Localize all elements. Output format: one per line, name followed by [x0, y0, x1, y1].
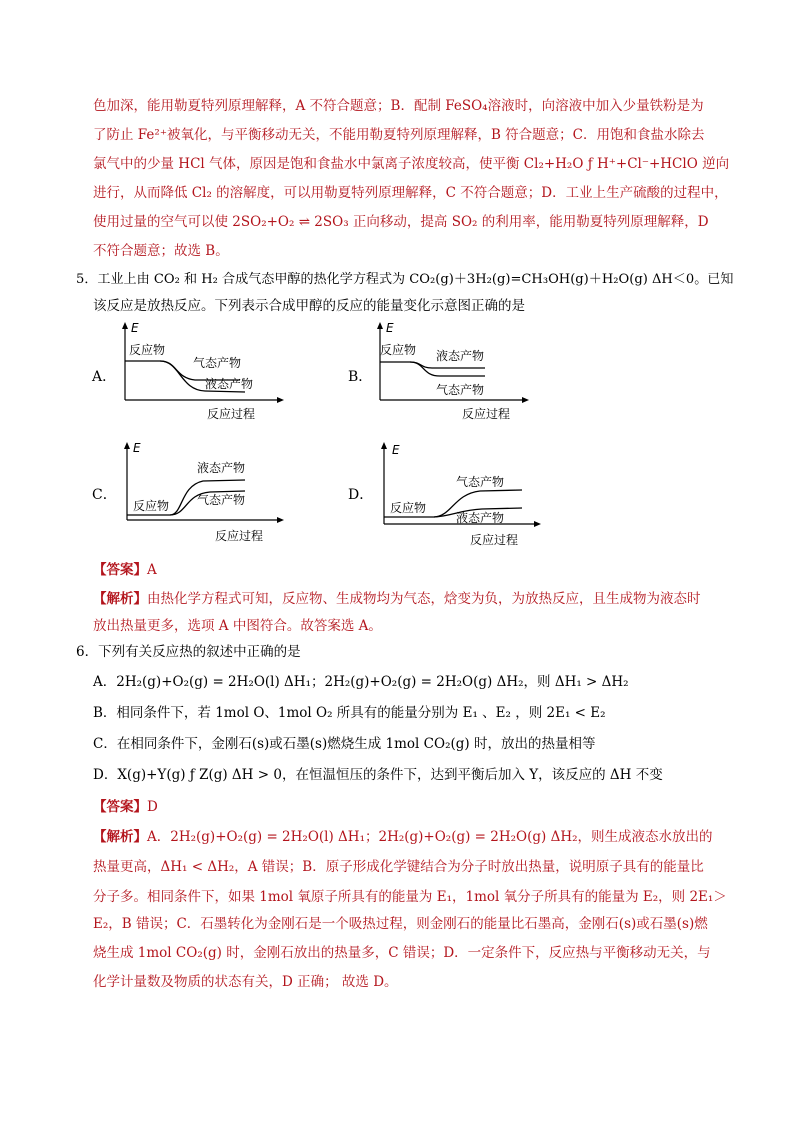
- q5-option-b-label: B．: [348, 369, 373, 385]
- q6-analysis-line: 热量更高，ΔH₁ < ΔH₂，A 错误；B．原子形成化学键结合为分子时放出热量，说明原子具有的能量比: [93, 859, 704, 875]
- lower-product-label: 液态产物: [205, 377, 254, 391]
- q5-analysis: [93, 589, 701, 609]
- x-axis-label: 反应过程: [470, 533, 519, 547]
- q5-option-b-diagram: [370, 318, 530, 428]
- q5-option-c-label: C．: [92, 487, 117, 503]
- q6-option-b: B．相同条件下，若 1mol O、1mol O₂ 所具有的能量分别为 E₁ 、E₂ ，则 2E₁ < E₂: [93, 705, 606, 721]
- y-axis-label: E: [133, 441, 141, 455]
- reactant-label: 反应物: [380, 343, 417, 357]
- q6-analysis: [93, 827, 713, 847]
- q5-stem-line: 该反应是放热反应。下列表示合成甲醇的反应的能量变化示意图正确的是: [93, 298, 525, 314]
- q5-option-a-diagram: [115, 318, 285, 428]
- analysis-tag: 【解析】: [93, 829, 147, 845]
- upper-product-label: 液态产物: [436, 349, 485, 363]
- q6-analysis-line: 分子多。相同条件下，如果 1mol 氧原子所具有的能量为 E₁，1mol 氧分子所具有的能量为 E₂，则 2E₁＞: [93, 889, 727, 905]
- lower-product-label: 气态产物: [436, 383, 485, 397]
- q6-answer: [93, 797, 158, 817]
- answer-value: A: [147, 562, 157, 578]
- q6-analysis-line: 化学计量数及物质的状态有关，D 正确； 故选 D。: [93, 974, 398, 990]
- answer-tag: 【答案】: [93, 562, 147, 578]
- q5-analysis-line: 放出热量更多，选项 A 中图符合。故答案选 A。: [93, 618, 382, 634]
- q5-option-c-diagram: [115, 436, 285, 548]
- prev-analysis-line: 色加深，能用勒夏特列原理解释，A 不符合题意；B．配制 FeSO₄溶液时，向溶液中加入少量铁粉是为: [93, 98, 704, 114]
- y-axis-label: E: [131, 321, 139, 335]
- q6-option-c: C．在相同条件下，金刚石(s)或石墨(s)燃烧生成 1mol CO₂(g) 时，放出的热量相等: [93, 736, 596, 752]
- q5-option-d-label: D．: [348, 487, 374, 503]
- q5-stem-line: 5．工业上由 CO₂ 和 H₂ 合成气态甲醇的热化学方程式为 CO₂(g)＋3H₂(g)=CH₃OH(g)＋H₂O(g) ΔH＜0。已知: [76, 272, 734, 287]
- prev-analysis-line: 了防止 Fe²⁺被氧化，与平衡移动无关，不能用勒夏特列原理解释，B 符合题意；C．用饱和食盐水除去: [93, 127, 705, 143]
- q6-analysis-line: E₂，B 错误；C．石墨转化为金刚石是一个吸热过程，则金刚石的能量比石墨高，金刚石(s)或石墨(s)燃: [93, 916, 708, 932]
- x-axis-label: 反应过程: [462, 407, 511, 421]
- reactant-label: 反应物: [390, 501, 427, 515]
- q6-analysis-line: 烧生成 1mol CO₂(g) 时，金刚石放出的热量多，C 错误；D．一定条件下，反应热与平衡移动无关，与: [93, 945, 711, 961]
- x-axis-label: 反应过程: [215, 529, 264, 543]
- reactant-label: 反应物: [133, 499, 170, 513]
- answer-value: D: [147, 799, 158, 815]
- prev-analysis-line: 氯气中的少量 HCl 气体，原因是饱和食盐水中氯离子浓度较高，使平衡 Cl₂+H₂O ƒ H⁺+Cl⁻+HClO 逆向: [93, 156, 730, 172]
- q6-option-a: A．2H₂(g)+O₂(g) = 2H₂O(l) ΔH₁；2H₂(g)+O₂(g) = 2H₂O(g) ΔH₂，则 ΔH₁ > ΔH₂: [93, 674, 629, 690]
- analysis-text: 由热化学方程式可知，反应物、生成物均为气态，焓变为负，为放热反应，且生成物为液态时: [147, 591, 701, 607]
- prev-analysis-line: 使用过量的空气可以使 2SO₂+O₂ ⇌ 2SO₃ 正向移动，提高 SO₂ 的利用率，能用勒夏特列原理解释，D: [93, 214, 709, 230]
- analysis-tag: 【解析】: [93, 591, 147, 607]
- y-axis-label: E: [386, 321, 394, 335]
- y-axis-label: E: [392, 443, 400, 457]
- x-axis-label: 反应过程: [207, 407, 256, 421]
- q5-answer: [93, 560, 157, 580]
- prev-analysis-line: 进行，从而降低 Cl₂ 的溶解度，可以用勒夏特列原理解释，C 不符合题意；D．工业上生产硫酸的过程中，: [93, 185, 728, 201]
- answer-tag: 【答案】: [93, 799, 147, 815]
- q6-option-d: D．X(g)+Y(g) ƒ Z(g) ΔH > 0，在恒温恒压的条件下，达到平衡后加入 Y，该反应的 ΔH 不变: [93, 767, 663, 783]
- upper-product-label: 气态产物: [193, 356, 242, 370]
- reactant-label: 反应物: [129, 343, 166, 357]
- upper-product-label: 液态产物: [197, 461, 246, 475]
- analysis-text: A．2H₂(g)+O₂(g) = 2H₂O(l) ΔH₁；2H₂(g)+O₂(g) = 2H₂O(g) ΔH₂，则生成液态水放出的: [147, 829, 713, 845]
- lower-product-label: 气态产物: [197, 493, 246, 507]
- prev-analysis-line: 不符合题意；故选 B。: [93, 243, 229, 259]
- upper-product-label: 气态产物: [456, 475, 505, 489]
- q6-stem: 6．下列有关反应热的叙述中正确的是: [76, 644, 301, 660]
- lower-product-label: 液态产物: [456, 511, 505, 525]
- q5-option-d-diagram: [372, 436, 542, 552]
- q5-option-a-label: A．: [92, 369, 117, 385]
